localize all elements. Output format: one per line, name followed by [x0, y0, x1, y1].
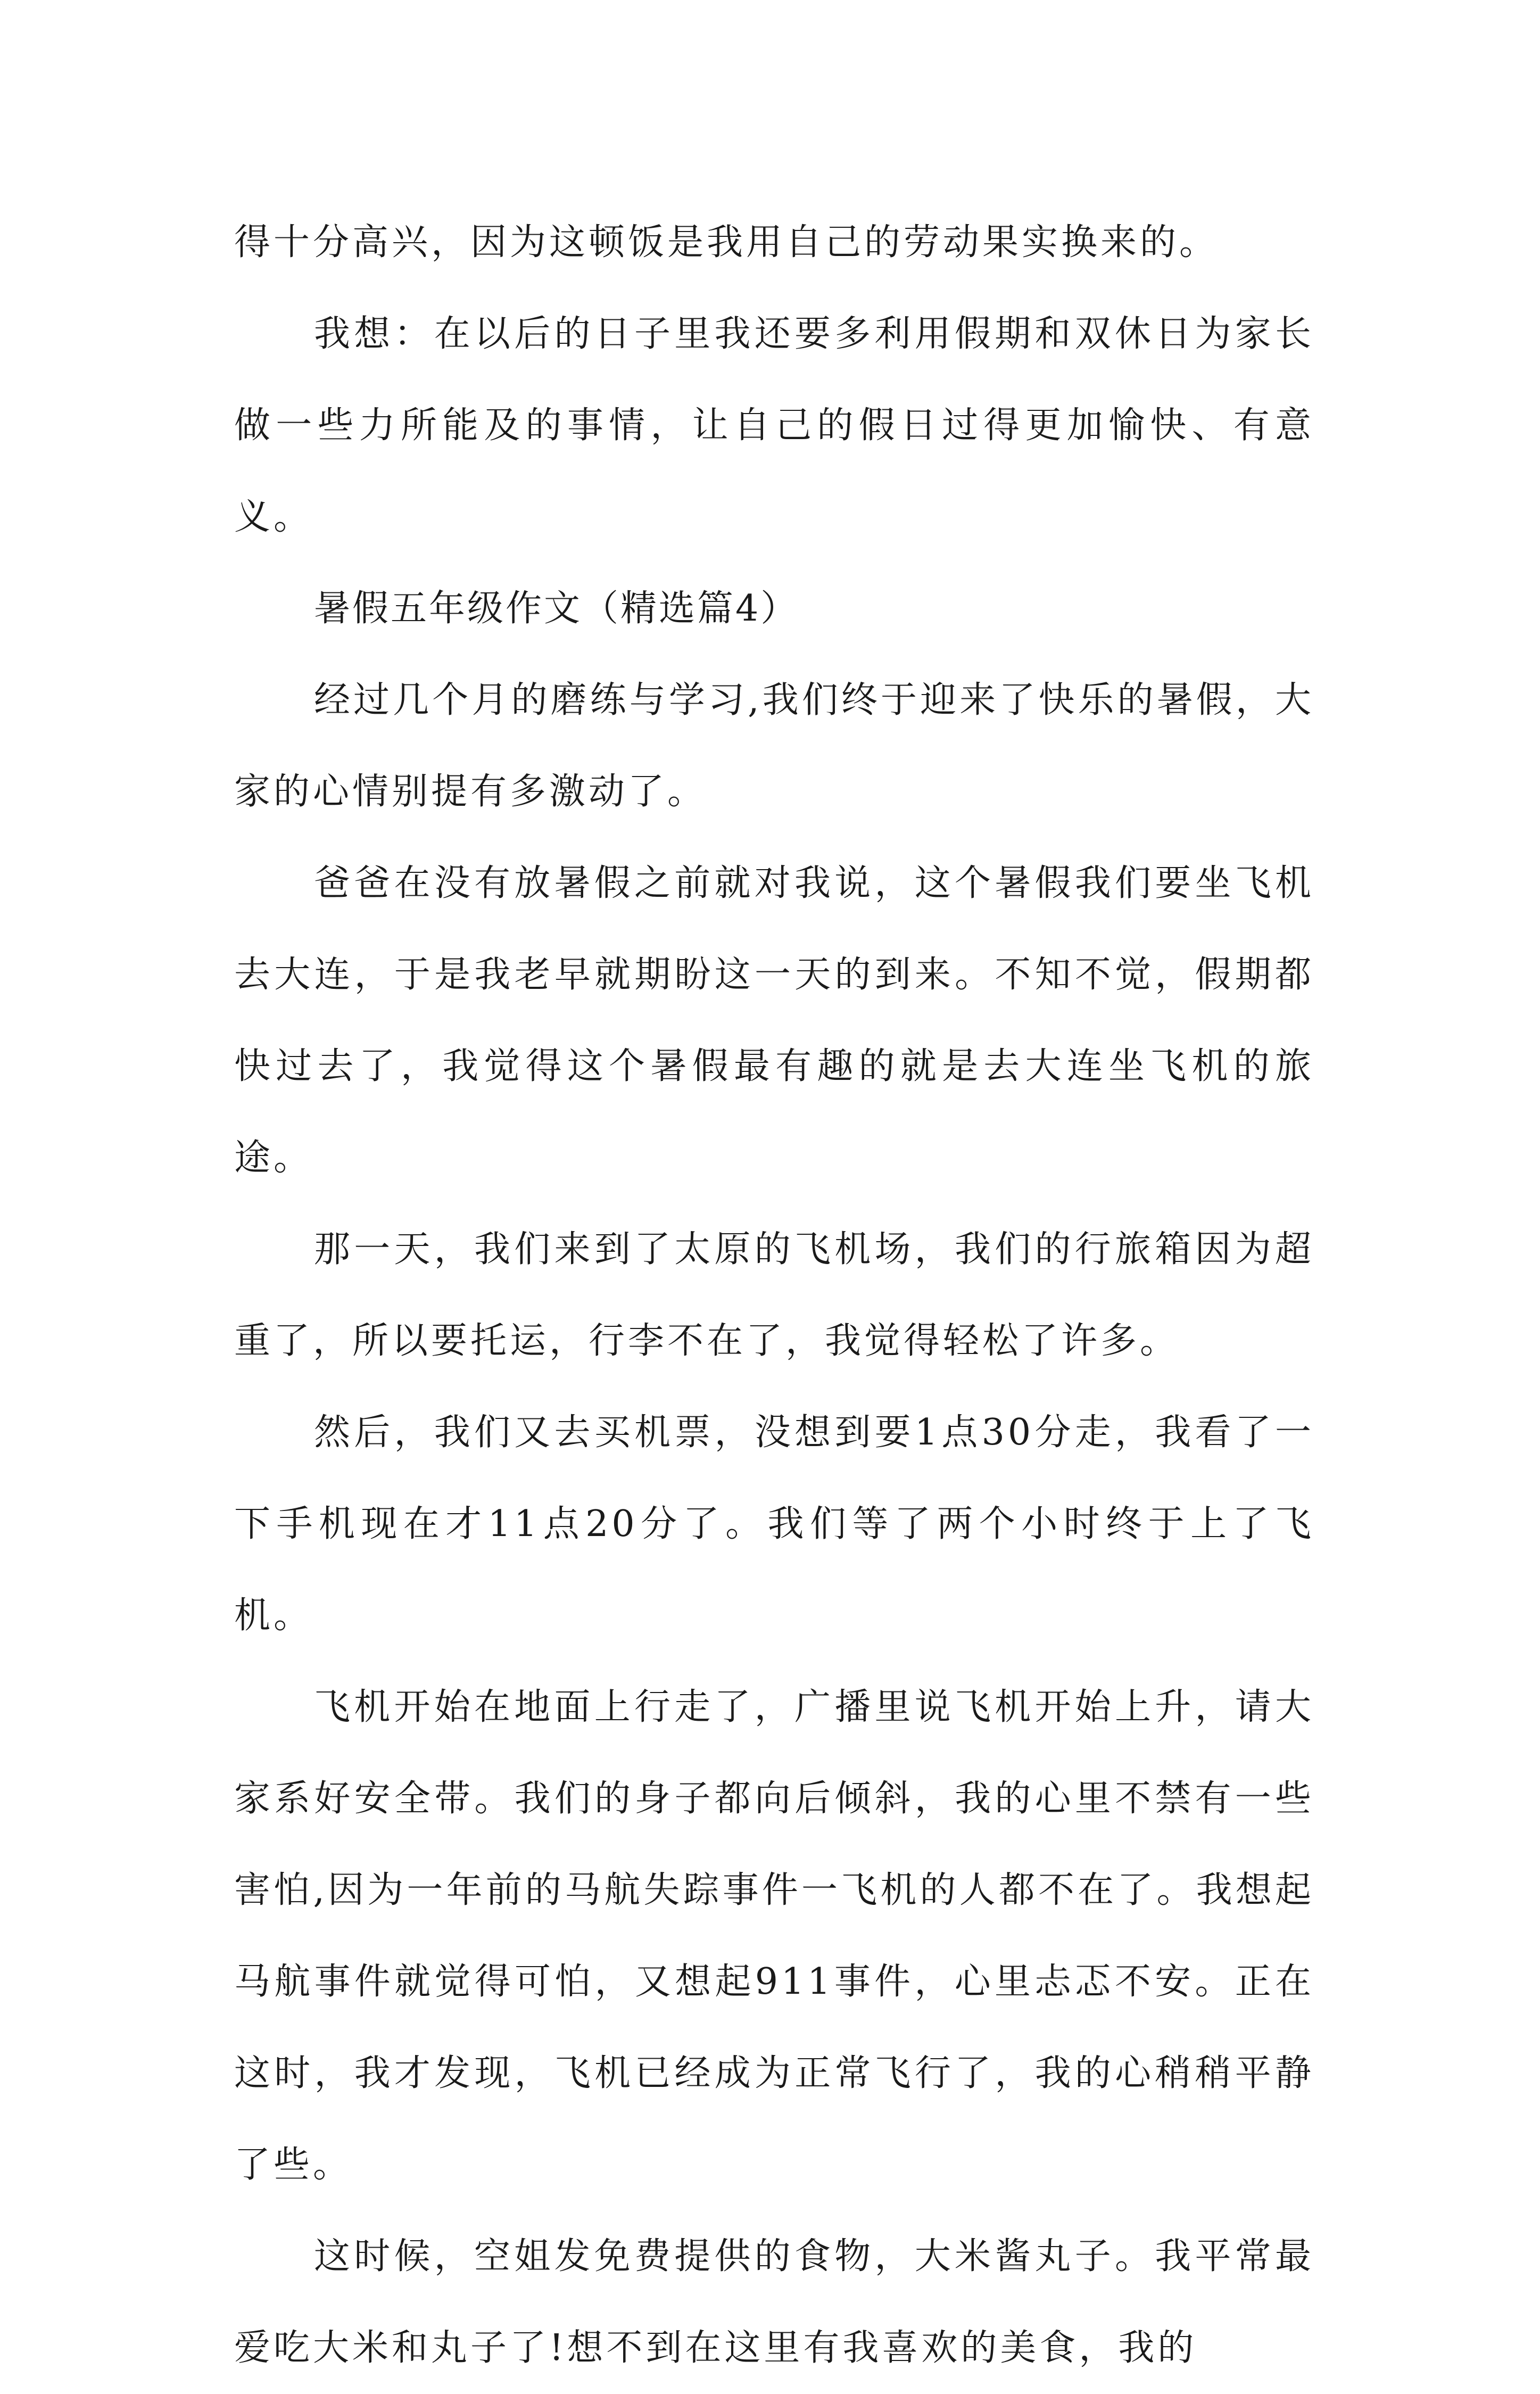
paragraph: 那一天，我们来到了太原的飞机场，我们的行旅箱因为超重了，所以要托运，行李不在了，我觉得轻松了许多。	[234, 1228, 1314, 1362]
paragraph: 我想：在以后的日子里我还要多利用假期和双休日为家长做一些力所能及的事情，让自己的假日过得更加愉快、有意义。	[234, 313, 1314, 538]
paragraph: 经过几个月的磨练与学习,我们终于迎来了快乐的暑假，大家的心情别提有多激动了。	[234, 679, 1314, 813]
paragraph: 然后，我们又去买机票，没想到要1点30分走，我看了一下手机现在才11点20分了。我们等了两个小时终于上了飞机。	[234, 1411, 1314, 1637]
paragraph: 飞机开始在地面上行走了，广播里说飞机开始上升，请大家系好安全带。我们的身子都向后倾斜，我的心里不禁有一些害怕,因为一年前的马航失踪事件一飞机的人都不在了。我想起马航事件就觉得可怕，又想起911事件，心里忐忑不安。正在这时，我才发现，飞机已经成为正常飞行了，我的心稍稍平静了些。	[234, 1686, 1314, 2186]
paragraph-continuation: 得十分高兴，因为这顿饭是我用自己的劳动果实换来的。	[234, 221, 1219, 263]
paragraph: 爸爸在没有放暑假之前就对我说，这个暑假我们要坐飞机去大连，于是我老早就期盼这一天的到来。不知不觉，假期都快过去了，我觉得这个暑假最有趣的就是去大连坐飞机的旅途。	[234, 862, 1314, 1179]
paragraph: 这时候，空姐发免费提供的食物，大米酱丸子。我平常最爱吃大米和丸子了!想不到在这里有我喜欢的美食，我的	[234, 2235, 1314, 2369]
section-heading: 暑假五年级作文（精选篇4）	[314, 588, 799, 630]
document-body	[234, 197, 1314, 2394]
